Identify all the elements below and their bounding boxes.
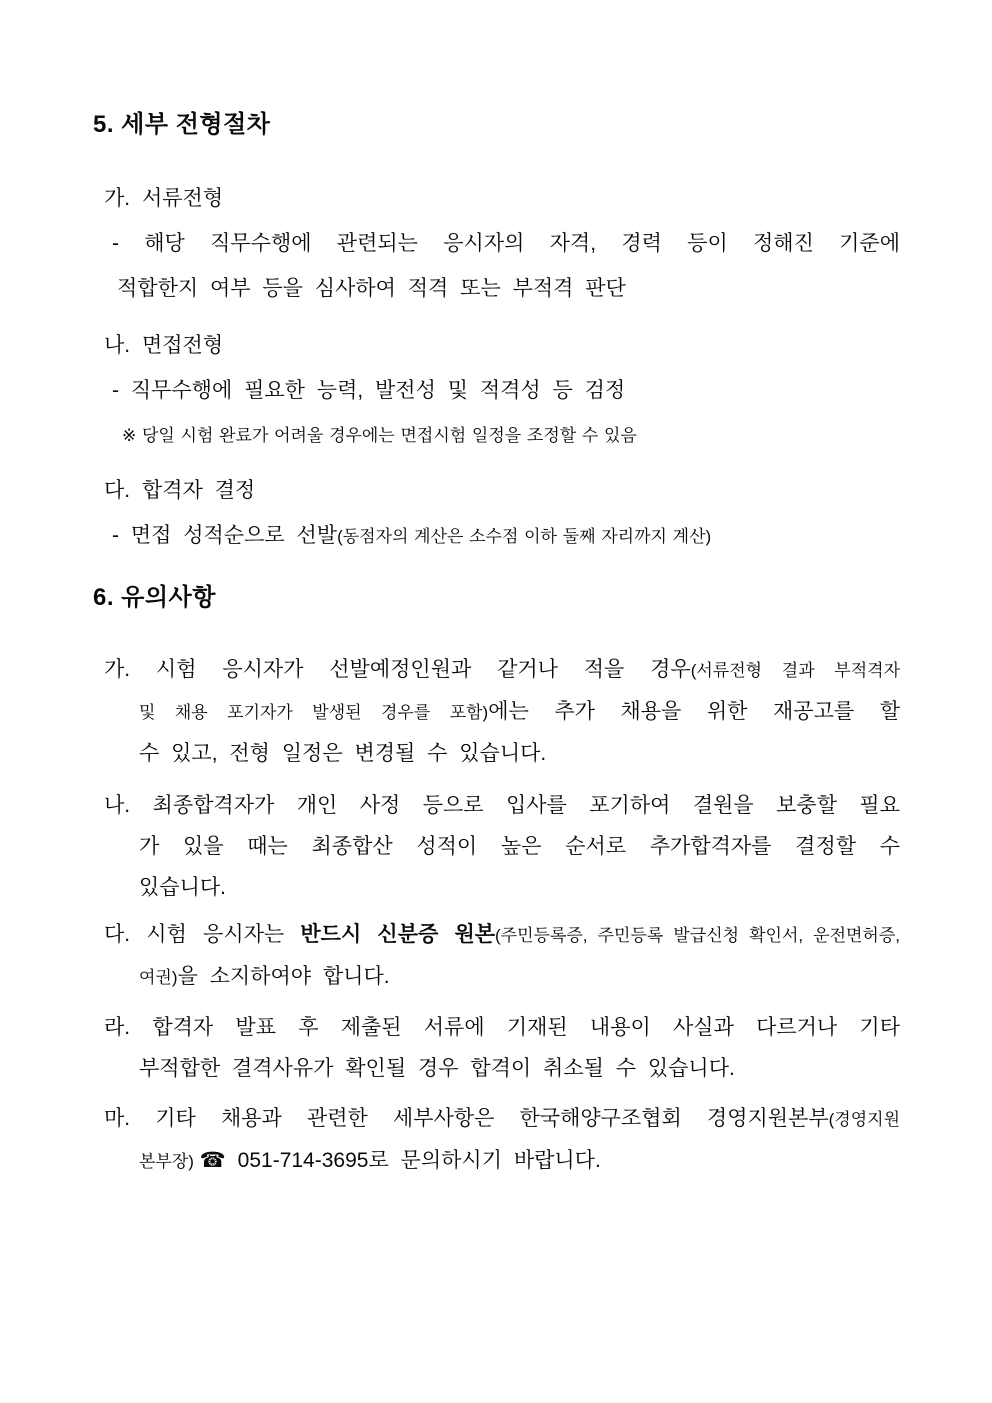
notes-item-ga-line-2-paren: 및 채용 포기자가 발생된 경우를 포함) bbox=[139, 703, 489, 722]
doc-screening-line-2: 적합한지 여부 등을 심사하여 적격 또는 부적격 판단 bbox=[117, 277, 626, 300]
interview-label: 나. 면접전형 bbox=[104, 334, 224, 357]
notes-item-ma-line-2-main: 051-714-3695로 문의하시기 바랍니다. bbox=[225, 1149, 601, 1172]
notes-item-na-line-1: 나. 최종합격자가 개인 사정 등으로 입사를 포기하여 결원을 보충할 필요 bbox=[104, 794, 900, 817]
notes-item-ma-line-1-main: 마. 기타 채용과 관련한 세부사항은 한국해양구조협회 경영지원본부 bbox=[104, 1107, 829, 1130]
notes-item-ra-line-1: 라. 합격자 발표 후 제출된 서류에 기재된 내용이 사실과 다르거나 기타 bbox=[104, 1016, 900, 1039]
notes-item-ma-line-1-paren: (경영지원 bbox=[828, 1110, 900, 1129]
notes-item-ga-line-1-main: 가. 시험 응시자가 선발예정인원과 같거나 적을 경우 bbox=[104, 658, 691, 681]
notes-item-ma-line-1 bbox=[93, 1098, 900, 1140]
notes-item-ma-line-2-paren: 본부장) bbox=[139, 1152, 200, 1171]
notes-item-na-line-3: 있습니다. bbox=[139, 876, 226, 899]
notes-item-ga-line-3: 수 있고, 전형 일정은 변경될 수 있습니다. bbox=[139, 742, 547, 765]
notes-item-ga-line-1-paren: (서류전형 결과 부적격자 bbox=[690, 661, 900, 680]
decision-line-main: - 면접 성적순으로 선발 bbox=[112, 524, 338, 547]
section-6-heading: 6. 유의사항 bbox=[93, 584, 216, 611]
interview-note: ※ 당일 시험 완료가 어려울 경우에는 면접시험 일정을 조정할 수 있음 bbox=[122, 426, 637, 445]
notes-item-da-line-2-main: 을 소지하여야 합니다. bbox=[177, 965, 390, 988]
notes-item-da-line-1 bbox=[93, 914, 900, 956]
section-5-heading: 5. 세부 전형절차 bbox=[93, 111, 271, 138]
notes-item-ra-line-2: 부적합한 결격사유가 확인될 경우 합격이 취소될 수 있습니다. bbox=[139, 1057, 735, 1080]
notes-item-ga-line-2 bbox=[93, 691, 900, 733]
notes-item-ma-line-2 bbox=[93, 1140, 900, 1182]
decision-line-paren: (동점자의 계산은 소수점 이하 둘째 자리까지 계산) bbox=[337, 527, 712, 546]
notes-item-da-prefix: 다. 시험 응시자는 bbox=[104, 923, 301, 946]
notes-item-na-line-2: 가 있을 때는 최종합산 성적이 높은 순서로 추가합격자를 결정할 수 bbox=[139, 835, 900, 858]
notes-item-ga-line-2-main: 에는 추가 채용을 위한 재공고를 할 bbox=[488, 700, 900, 723]
interview-line-1: - 직무수행에 필요한 능력, 발전성 및 적격성 등 검정 bbox=[112, 379, 626, 402]
decision-label: 다. 합격자 결정 bbox=[104, 479, 256, 502]
notes-item-ga-line-1 bbox=[93, 649, 900, 691]
decision-line bbox=[93, 513, 900, 559]
notes-item-da-bold: 반드시 신분증 원본 bbox=[300, 923, 496, 946]
notes-item-da-line-2 bbox=[93, 956, 900, 998]
doc-screening-label: 가. 서류전형 bbox=[104, 187, 224, 210]
doc-screening-line-1: - 해당 직무수행에 관련되는 응시자의 자격, 경력 등이 정해진 기준에 bbox=[112, 232, 900, 255]
notes-item-da-line-2-paren: 여권) bbox=[139, 968, 178, 987]
phone-icon: ☎ bbox=[199, 1149, 226, 1172]
notes-item-da-paren: (주민등록증, 주민등록 발급신청 확인서, 운전면허증, bbox=[495, 926, 900, 945]
